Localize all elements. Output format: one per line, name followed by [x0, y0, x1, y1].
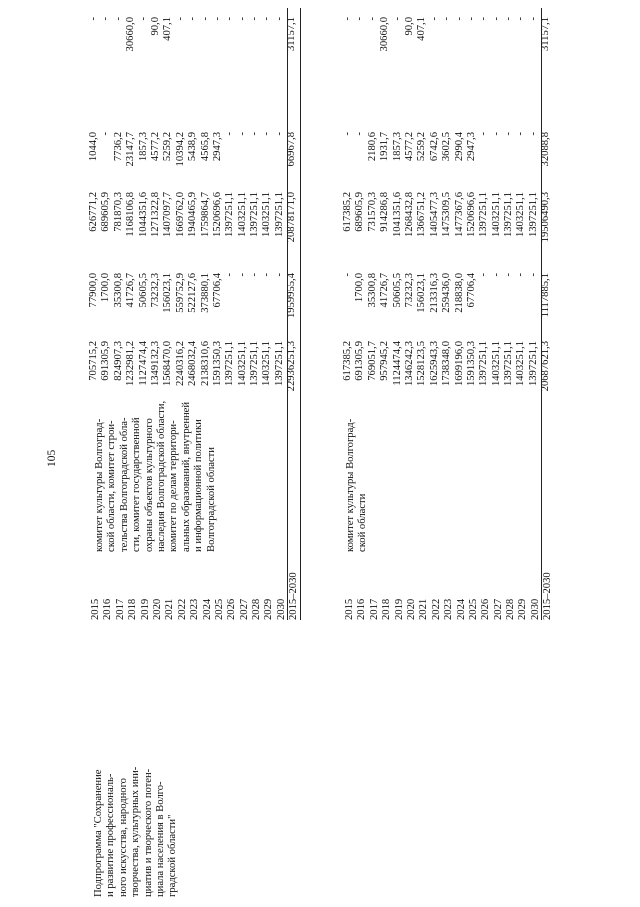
year-cell: 2018 — [127, 598, 139, 620]
subprogram-title-line: градской области" — [167, 814, 179, 897]
total-value-cell: 1397251,1 — [527, 341, 539, 387]
regional-value-cell: 1407097,7 — [162, 192, 174, 238]
regional-value-cell: 617385,2 — [342, 192, 353, 232]
other-value-cell: - — [478, 17, 490, 21]
block1-local-column — [88, 132, 299, 182]
year-cell: 2029 — [263, 598, 275, 620]
regional-value-cell: 1403251,1 — [261, 192, 273, 238]
subprogram-title-line: ного искусства, народного — [117, 778, 129, 897]
other-value-cell: 407,1 — [416, 17, 428, 41]
other-value-cell: 31157,1 — [286, 17, 298, 52]
other-value-cell: - — [100, 17, 112, 21]
subprogram-title — [93, 766, 180, 897]
executor-line: тельства Волгоградской обла- — [118, 417, 130, 552]
local-value-cell: 23147,7 — [125, 132, 137, 167]
federal-value-cell: - — [342, 273, 353, 277]
local-value-cell: 2990,4 — [453, 132, 465, 162]
regional-value-cell: 19506490,3 — [540, 192, 552, 243]
year-cell: 2020 — [151, 598, 163, 620]
local-value-cell: 5259,2 — [162, 132, 174, 162]
other-value-cell: - — [527, 17, 539, 21]
year-cell: 2021 — [164, 598, 176, 620]
year-cell: 2026 — [480, 598, 492, 620]
total-value-cell: 1397251,1 — [503, 341, 515, 387]
local-value-cell: - — [100, 132, 112, 136]
page-number: 105 — [46, 449, 58, 467]
local-value-cell: - — [490, 132, 502, 136]
federal-value-cell: - — [261, 273, 273, 277]
total-value-cell: 1403251,1 — [515, 341, 527, 387]
other-value-cell: 90,0 — [403, 17, 415, 36]
executor-line: сти, комитет государственной — [131, 417, 143, 552]
total-value-cell: 1403251,1 — [236, 341, 248, 387]
total-value-cell: 705715,2 — [88, 341, 99, 381]
total-value-cell: 691305,9 — [100, 341, 112, 381]
executor-line: комитет культуры Волгоград- — [94, 418, 105, 552]
regional-value-cell: 1041351,6 — [391, 192, 403, 238]
block2-total-column — [342, 341, 553, 399]
regional-value-cell: 1477367,6 — [453, 192, 465, 238]
federal-value-cell: 373880,1 — [199, 273, 211, 313]
block1-responsible-executors — [94, 400, 218, 552]
total-value-cell: 1124474,4 — [391, 341, 403, 386]
other-value-cell: - — [366, 17, 378, 21]
year-cell: 2020 — [405, 598, 417, 620]
totals-rule-line — [287, 8, 288, 620]
local-value-cell: - — [224, 132, 236, 136]
block2-local-column — [342, 132, 553, 182]
year-cell: 2015–2030 — [288, 572, 300, 620]
local-value-cell: - — [503, 132, 515, 136]
total-value-cell: 1591350,3 — [465, 341, 477, 387]
local-value-cell: 2947,3 — [465, 132, 477, 162]
regional-value-cell: 1759864,7 — [199, 192, 211, 238]
other-value-cell: - — [273, 17, 285, 21]
executor-line: ской области — [357, 493, 369, 552]
regional-value-cell: 20878171,0 — [286, 192, 298, 243]
regional-value-cell: 1397251,1 — [503, 192, 515, 238]
total-value-cell: 1738348,0 — [441, 341, 453, 387]
regional-value-cell: 1403251,1 — [490, 192, 502, 238]
other-value-cell: 90,0 — [149, 17, 161, 36]
local-value-cell: 7736,2 — [112, 132, 124, 162]
total-value-cell: 1232981,2 — [125, 341, 137, 387]
year-cell: 2026 — [226, 598, 238, 620]
other-value-cell: - — [88, 17, 99, 21]
federal-value-cell: 73232,3 — [149, 273, 161, 308]
year-cell: 2025 — [467, 598, 479, 620]
federal-value-cell: - — [273, 273, 285, 277]
federal-value-cell: 67706,4 — [211, 273, 223, 308]
year-cell: 2015–2030 — [542, 572, 554, 620]
regional-value-cell: 1520696,6 — [211, 192, 223, 238]
total-value-cell: 22936251,3 — [286, 341, 298, 392]
other-value-cell: 31157,1 — [540, 17, 552, 52]
regional-value-cell: 1366751,2 — [416, 192, 428, 238]
federal-value-cell: 35300,8 — [366, 273, 378, 308]
regional-value-cell: 689605,9 — [100, 192, 112, 232]
other-value-cell: - — [137, 17, 149, 21]
regional-value-cell: 689605,9 — [354, 192, 366, 232]
year-cell: 2024 — [201, 598, 213, 620]
block1-federal-column — [88, 273, 299, 323]
other-value-cell: - — [261, 17, 273, 21]
block1-other-column — [88, 7, 299, 107]
subprogram-title-line: Подпрограмма "Сохранение — [93, 769, 104, 897]
other-value-cell: - — [199, 17, 211, 21]
local-value-cell: - — [527, 132, 539, 136]
local-value-cell: 10394,2 — [174, 132, 186, 167]
total-value-cell: 1397251,1 — [478, 341, 490, 387]
local-value-cell: 3602,5 — [441, 132, 453, 162]
block2-other-column — [342, 7, 553, 107]
other-value-cell: - — [503, 17, 515, 21]
block2-years-column — [344, 560, 555, 620]
subprogram-title-line: циала населения в Волго- — [155, 781, 167, 897]
federal-value-cell: 41726,7 — [125, 273, 137, 308]
total-value-cell: 1403251,1 — [490, 341, 502, 387]
total-value-cell: 1591350,3 — [211, 341, 223, 387]
block1-total-column — [88, 341, 299, 399]
other-value-cell: 407,1 — [162, 17, 174, 41]
regional-value-cell: 1940465,9 — [187, 192, 199, 238]
total-value-cell: 1127474,4 — [137, 341, 149, 386]
other-value-cell: - — [342, 17, 353, 21]
regional-value-cell: 914286,8 — [379, 192, 391, 232]
other-value-cell: - — [453, 17, 465, 21]
year-cell: 2015 — [90, 598, 101, 620]
other-value-cell: - — [441, 17, 453, 21]
regional-value-cell: 1403251,1 — [515, 192, 527, 238]
year-cell: 2016 — [356, 598, 368, 620]
regional-value-cell: 626771,2 — [88, 192, 99, 232]
other-value-cell: - — [428, 17, 440, 21]
local-value-cell: 2180,6 — [366, 132, 378, 162]
year-cell: 2030 — [275, 598, 287, 620]
local-value-cell: 2947,3 — [211, 132, 223, 162]
total-value-cell: 1528123,5 — [416, 341, 428, 387]
executor-line: наследия Волгоградской области, — [156, 400, 168, 552]
federal-value-cell: 50605,5 — [391, 273, 403, 308]
year-cell: 2028 — [251, 598, 263, 620]
year-cell: 2019 — [393, 598, 405, 620]
total-value-cell: 1397251,1 — [224, 341, 236, 387]
other-value-cell: - — [354, 17, 366, 21]
federal-value-cell: - — [236, 273, 248, 277]
other-value-cell: - — [211, 17, 223, 21]
local-value-cell: - — [273, 132, 285, 136]
local-value-cell: - — [478, 132, 490, 136]
total-value-cell: 1699196,0 — [453, 341, 465, 387]
block2-regional-column — [342, 192, 553, 252]
federal-value-cell: - — [515, 273, 527, 277]
year-cell: 2022 — [176, 598, 188, 620]
year-cell: 2021 — [418, 598, 430, 620]
executor-line: охраны объектов культурного — [143, 418, 155, 552]
total-value-cell: 617385,2 — [342, 341, 353, 381]
regional-value-cell: 1168106,8 — [125, 192, 137, 237]
executor-line: Волгоградской области — [205, 447, 217, 552]
block1-years-column — [90, 560, 301, 620]
federal-value-cell: 77900,0 — [88, 273, 99, 308]
year-cell: 2023 — [189, 598, 201, 620]
year-cell: 2022 — [430, 598, 442, 620]
other-value-cell: - — [187, 17, 199, 21]
federal-value-cell: 35300,8 — [112, 273, 124, 308]
executor-line: альных образований, внутренней — [180, 401, 192, 552]
total-value-cell: 1397251,1 — [249, 341, 261, 387]
executor-line: комитет по делам территори- — [168, 420, 180, 552]
regional-value-cell: 1268432,8 — [403, 192, 415, 238]
other-value-cell: - — [112, 17, 124, 21]
totals-rule-line — [541, 8, 542, 620]
local-value-cell: 4565,8 — [199, 132, 211, 162]
year-cell: 2017 — [368, 598, 380, 620]
total-value-cell: 2138310,6 — [199, 341, 211, 387]
year-cell: 2028 — [505, 598, 517, 620]
federal-value-cell: 559752,9 — [174, 273, 186, 313]
total-value-cell: 1349132,3 — [149, 341, 161, 387]
regional-value-cell: 1044351,6 — [137, 192, 149, 238]
local-value-cell: - — [515, 132, 527, 136]
total-value-cell: 957945,2 — [379, 341, 391, 381]
regional-value-cell: 1397251,1 — [478, 192, 490, 238]
total-value-cell: 691305,9 — [354, 341, 366, 381]
local-value-cell: 1857,3 — [137, 132, 149, 162]
local-value-cell: 1857,3 — [391, 132, 403, 162]
block2-responsible-executors — [345, 400, 370, 552]
other-value-cell: - — [174, 17, 186, 21]
regional-value-cell: 1397251,1 — [273, 192, 285, 238]
local-value-cell: - — [354, 132, 366, 136]
local-value-cell: 32088,8 — [540, 132, 552, 167]
regional-value-cell: 731570,3 — [366, 192, 378, 232]
local-value-cell: - — [261, 132, 273, 136]
other-value-cell: 30660,0 — [125, 17, 137, 52]
local-value-cell: - — [249, 132, 261, 136]
other-value-cell: - — [236, 17, 248, 21]
block2-federal-column — [342, 273, 553, 323]
block1-regional-column — [88, 192, 299, 252]
year-cell: 2023 — [443, 598, 455, 620]
federal-value-cell: 41726,7 — [379, 273, 391, 308]
regional-value-cell: 1520696,6 — [465, 192, 477, 238]
other-value-cell: 30660,0 — [379, 17, 391, 52]
total-value-cell: 20687621,3 — [540, 341, 552, 392]
regional-value-cell: 1405477,3 — [428, 192, 440, 238]
year-cell: 2024 — [455, 598, 467, 620]
federal-value-cell: 50605,5 — [137, 273, 149, 308]
federal-value-cell: 1959955,4 — [286, 273, 298, 319]
year-cell: 2019 — [139, 598, 151, 620]
executor-line: и информационной политики — [193, 419, 205, 552]
total-value-cell: 1403251,1 — [261, 341, 273, 387]
federal-value-cell: - — [503, 273, 515, 277]
federal-value-cell: 259436,0 — [441, 273, 453, 313]
year-cell: 2025 — [213, 598, 225, 620]
local-value-cell: - — [342, 132, 353, 136]
regional-value-cell: 1669762,0 — [174, 192, 186, 238]
other-value-cell: - — [490, 17, 502, 21]
total-value-cell: 1625943,3 — [428, 341, 440, 387]
block-separator-line — [300, 8, 301, 620]
year-cell: 2015 — [344, 598, 355, 620]
federal-value-cell: 213316,3 — [428, 273, 440, 313]
year-cell: 2029 — [517, 598, 529, 620]
year-cell: 2027 — [492, 598, 504, 620]
total-value-cell: 1346242,3 — [403, 341, 415, 387]
year-cell: 2027 — [238, 598, 250, 620]
subprogram-title-line: и развитие профессиональ- — [105, 773, 117, 897]
year-cell: 2018 — [381, 598, 393, 620]
local-value-cell: 1931,7 — [379, 132, 391, 162]
federal-value-cell: 1700,0 — [354, 273, 366, 303]
federal-value-cell: 1700,0 — [100, 273, 112, 303]
other-value-cell: - — [465, 17, 477, 21]
regional-value-cell: 1397251,1 — [224, 192, 236, 238]
other-value-cell: - — [515, 17, 527, 21]
regional-value-cell: 1271322,8 — [149, 192, 161, 238]
total-value-cell: 824907,3 — [112, 341, 124, 381]
local-value-cell: 6742,6 — [428, 132, 440, 162]
local-value-cell: 5438,9 — [187, 132, 199, 162]
federal-value-cell: 522127,6 — [187, 273, 199, 313]
executor-line: комитет культуры Волгоград- — [345, 418, 356, 552]
federal-value-cell: - — [249, 273, 261, 277]
other-value-cell: - — [224, 17, 236, 21]
federal-value-cell: 73232,3 — [403, 273, 415, 308]
federal-value-cell: - — [224, 273, 236, 277]
year-cell: 2016 — [102, 598, 114, 620]
regional-value-cell: 781870,3 — [112, 192, 124, 232]
other-value-cell: - — [249, 17, 261, 21]
local-value-cell: 4577,2 — [149, 132, 161, 162]
regional-value-cell: 1475309,5 — [441, 192, 453, 238]
regional-value-cell: 1397251,1 — [527, 192, 539, 238]
total-value-cell: 1568470,0 — [162, 341, 174, 387]
local-value-cell: 4577,2 — [403, 132, 415, 162]
executor-line: ской области, комитет строи- — [106, 420, 118, 552]
federal-value-cell: 67706,4 — [465, 273, 477, 308]
subprogram-title-line: творчества, культурных ини- — [130, 766, 142, 897]
federal-value-cell: - — [490, 273, 502, 277]
regional-value-cell: 1397251,1 — [249, 192, 261, 238]
federal-value-cell: 218838,0 — [453, 273, 465, 313]
total-value-cell: 1397251,1 — [273, 341, 285, 387]
federal-value-cell: 1117885,1 — [540, 273, 552, 318]
other-value-cell: - — [391, 17, 403, 21]
total-value-cell: 2240316,2 — [174, 341, 186, 387]
total-value-cell: 769051,7 — [366, 341, 378, 381]
federal-value-cell: 156023,1 — [162, 273, 174, 313]
local-value-cell: 1044,0 — [88, 132, 99, 162]
federal-value-cell: 156023,1 — [416, 273, 428, 313]
local-value-cell: 5259,2 — [416, 132, 428, 162]
subprogram-title-line: циатив и творческого потен- — [142, 768, 154, 897]
federal-value-cell: - — [527, 273, 539, 277]
year-cell: 2030 — [529, 598, 541, 620]
federal-value-cell: - — [478, 273, 490, 277]
total-value-cell: 2468032,4 — [187, 341, 199, 387]
local-value-cell: - — [236, 132, 248, 136]
year-cell: 2017 — [114, 598, 126, 620]
regional-value-cell: 1403251,1 — [236, 192, 248, 238]
local-value-cell: 66967,8 — [286, 132, 298, 167]
